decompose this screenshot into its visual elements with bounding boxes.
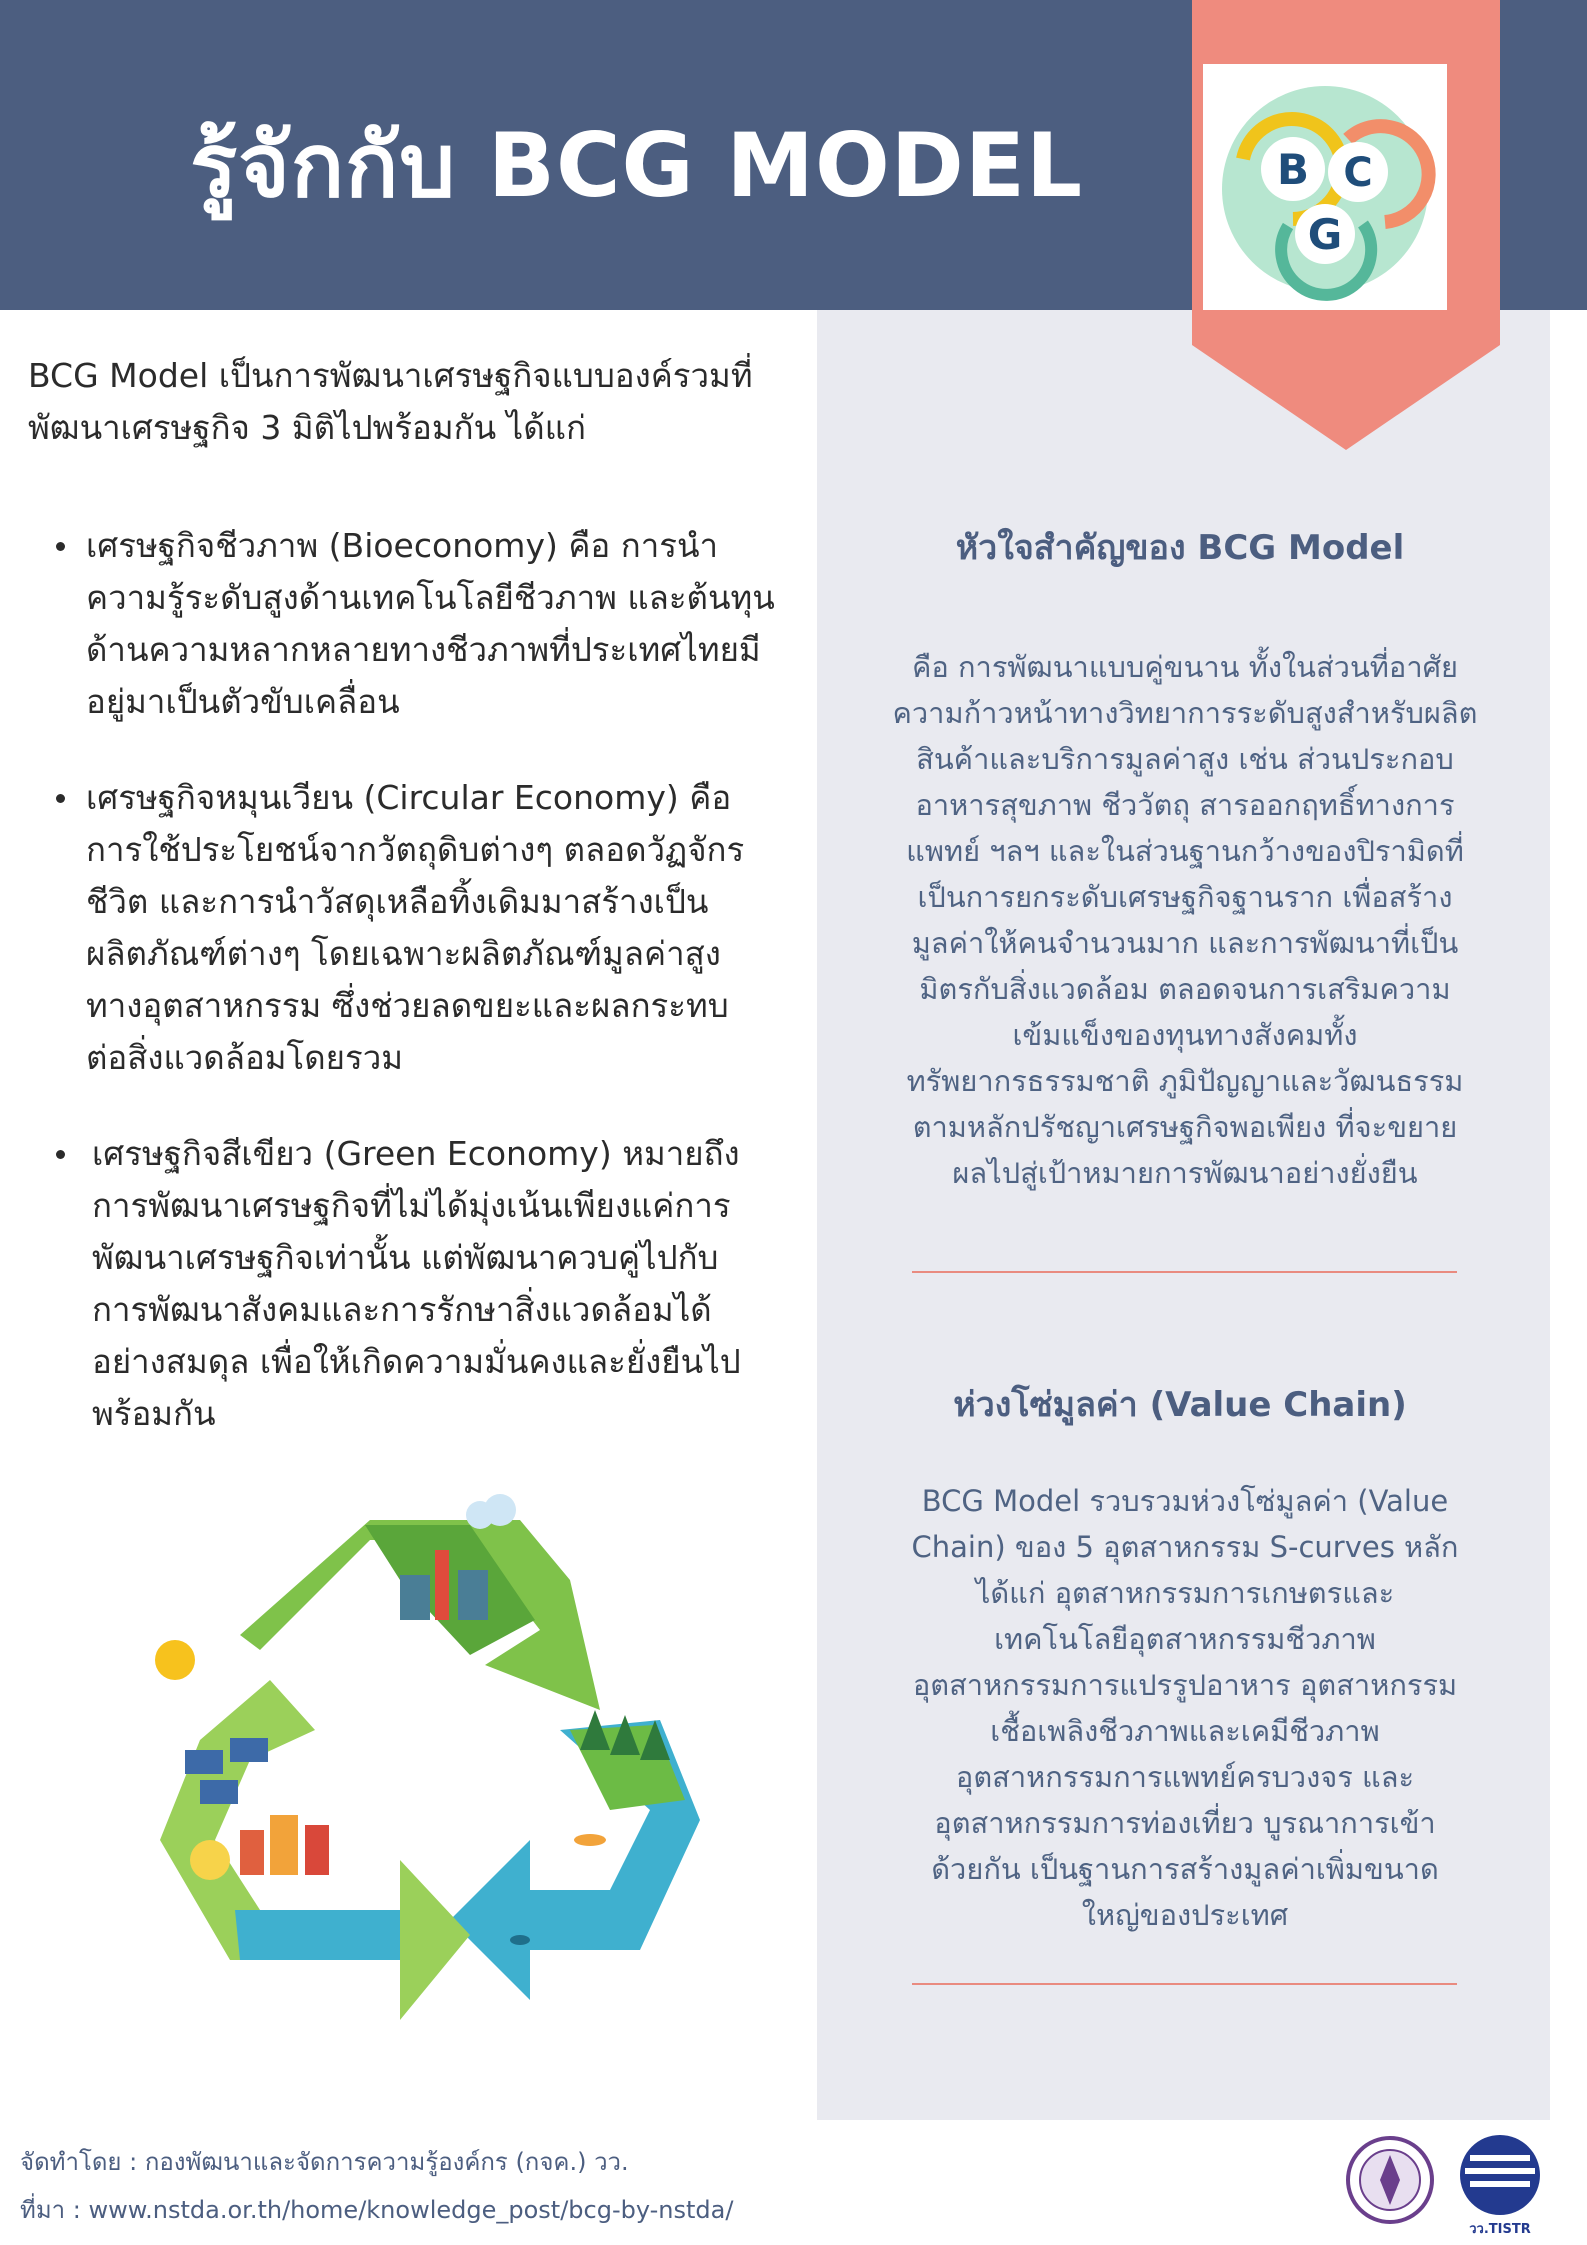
bullet-line: การพัฒนาเศรษฐกิจที่ไม่ได้มุ่งเน้นเพียงแค่การ (92, 1186, 731, 1225)
value-chain-line: อุตสาหกรรมการแปรรูปอาหาร อุตสาหกรรม (912, 1668, 1458, 1702)
heart-line: เข้มแข็งของทุนทางสังคมทั้ง (1012, 1018, 1358, 1052)
section-divider (912, 1983, 1457, 1985)
heart-line: ตามหลักปรัชญาเศรษฐกิจพอเพียง ที่จะขยาย (912, 1110, 1458, 1144)
organization-emblem (1345, 2135, 1435, 2225)
bullet-line: การพัฒนาสังคมและการรักษาสิ่งแวดล้อมได้ (92, 1290, 712, 1329)
bullet-line: อย่างสมดุล เพื่อให้เกิดความมั่นคงและยั่งยืนไป (92, 1342, 741, 1381)
heart-line: อาหารสุขภาพ ชีววัตถุ สารออกฤทธิ์ทางการ (915, 788, 1455, 822)
bullet-line: เศรษฐกิจชีวภาพ (Bioeconomy) คือ การนำ (86, 526, 719, 565)
bcg-logo (1203, 64, 1447, 310)
value-chain-title: ห่วงโซ่มูลค่า (Value Chain) (953, 1385, 1407, 1425)
logo-letter-g: G (1307, 210, 1343, 259)
heart-body (865, 644, 1505, 1196)
bullet-green-economy (50, 1128, 790, 1440)
heart-line: ทรัพยากรธรรมชาติ ภูมิปัญญาและวัฒนธรรม (906, 1064, 1464, 1098)
intro-text (28, 350, 808, 454)
bullet-circular-economy (50, 772, 790, 1084)
logo-letter-b: B (1276, 145, 1310, 194)
page-title: รู้จักกับ BCG MODEL (190, 114, 1084, 217)
footer-source: ที่มา : www.nstda.or.th/home/knowledge_post/bcg-by-nstda/ (20, 2196, 734, 2224)
value-chain-line: BCG Model รวบรวมห่วงโซ่มูลค่า (Value (921, 1484, 1449, 1518)
bullet-line: ต่อสิ่งแวดล้อมโดยรวม (86, 1038, 404, 1077)
heart-line: ความก้าวหน้าทางวิทยาการระดับสูงสำหรับผลิต (892, 696, 1478, 730)
bullet-line: พร้อมกัน (92, 1394, 216, 1433)
value-chain-line: ใหญ่ของประเทศ (1081, 1898, 1289, 1932)
bullet-line: ด้านความหลากหลายทางชีวภาพที่ประเทศไทยมี (86, 630, 761, 669)
bullet-line: อยู่มาเป็นตัวขับเคลื่อน (86, 682, 400, 721)
recycle-ecology-illustration (140, 1480, 720, 2060)
heart-line: มิตรกับสิ่งแวดล้อม ตลอดจนการเสริมความ (919, 972, 1451, 1006)
heart-line: สินค้าและบริการมูลค่าสูง เช่น ส่วนประกอบ (916, 742, 1454, 776)
bullet-line: ชีวิต และการนำวัสดุเหลือทิ้งเดิมมาสร้างเป็น (86, 882, 709, 921)
section-divider (912, 1271, 1457, 1273)
bullet-line: ผลิตภัณฑ์ต่างๆ โดยเฉพาะผลิตภัณฑ์มูลค่าสูง (86, 934, 721, 973)
tistr-label: วว.TISTR (1469, 2222, 1531, 2237)
heart-title: หัวใจสำคัญของ BCG Model (955, 528, 1405, 568)
tistr-logo (1450, 2130, 1560, 2240)
value-chain-body (865, 1478, 1505, 1938)
value-chain-line: อุตสาหกรรมการแพทย์ครบวงจร และ (955, 1760, 1415, 1794)
value-chain-line: อุตสาหกรรมการท่องเที่ยว บูรณาการเข้า (934, 1806, 1436, 1840)
heart-line: แพทย์ ฯลฯ และในส่วนฐานกว้างของปิรามิดที่ (906, 834, 1464, 868)
value-chain-line: เชื้อเพลิงชีวภาพและเคมีชีวภาพ (990, 1714, 1380, 1748)
footer-made-by: จัดทำโดย : กองพัฒนาและจัดการความรู้องค์กร (กจค.) วว. (20, 2148, 629, 2176)
economy-list (50, 520, 790, 1484)
value-chain-line: Chain) ของ 5 อุตสาหกรรม S-curves หลัก (911, 1530, 1459, 1564)
value-chain-line: ด้วยกัน เป็นฐานการสร้างมูลค่าเพิ่มขนาด (931, 1852, 1439, 1886)
intro-line: พัฒนาเศรษฐกิจ 3 มิติไปพร้อมกัน ได้แก่ (28, 408, 586, 447)
logo-letter-c: C (1343, 150, 1373, 196)
heart-line: เป็นการยกระดับเศรษฐกิจฐานราก เพื่อสร้าง (917, 880, 1453, 914)
heart-line: คือ การพัฒนาแบบคู่ขนาน ทั้งในส่วนที่อาศัย (911, 650, 1459, 684)
bullet-bioeconomy (50, 520, 790, 728)
bullet-line: เศรษฐกิจสีเขียว (Green Economy) หมายถึง (92, 1134, 740, 1173)
bullet-line: ความรู้ระดับสูงด้านเทคโนโลยีชีวภาพ และต้นทุน (86, 578, 775, 617)
bullet-line: เศรษฐกิจหมุนเวียน (Circular Economy) คือ (86, 778, 732, 817)
value-chain-line: ได้แก่ อุตสาหกรรมการเกษตรและ (975, 1576, 1395, 1610)
intro-line: BCG Model เป็นการพัฒนาเศรษฐกิจแบบองค์รวมที่ (28, 356, 753, 395)
bullet-line: พัฒนาเศรษฐกิจเท่านั้น แต่พัฒนาควบคู่ไปกับ (92, 1238, 719, 1277)
heart-line: ผลไปสู่เป้าหมายการพัฒนาอย่างยั่งยืน (952, 1156, 1418, 1190)
value-chain-line: เทคโนโลยีอุตสาหกรรมชีวภาพ (994, 1622, 1376, 1656)
heart-line: มูลค่าให้คนจำนวนมาก และการพัฒนาที่เป็น (911, 926, 1459, 960)
bullet-line: ทางอุตสาหกรรม ซึ่งช่วยลดขยะและผลกระทบ (86, 986, 729, 1025)
bullet-line: การใช้ประโยชน์จากวัตถุดิบต่างๆ ตลอดวัฏจักร (86, 830, 745, 869)
